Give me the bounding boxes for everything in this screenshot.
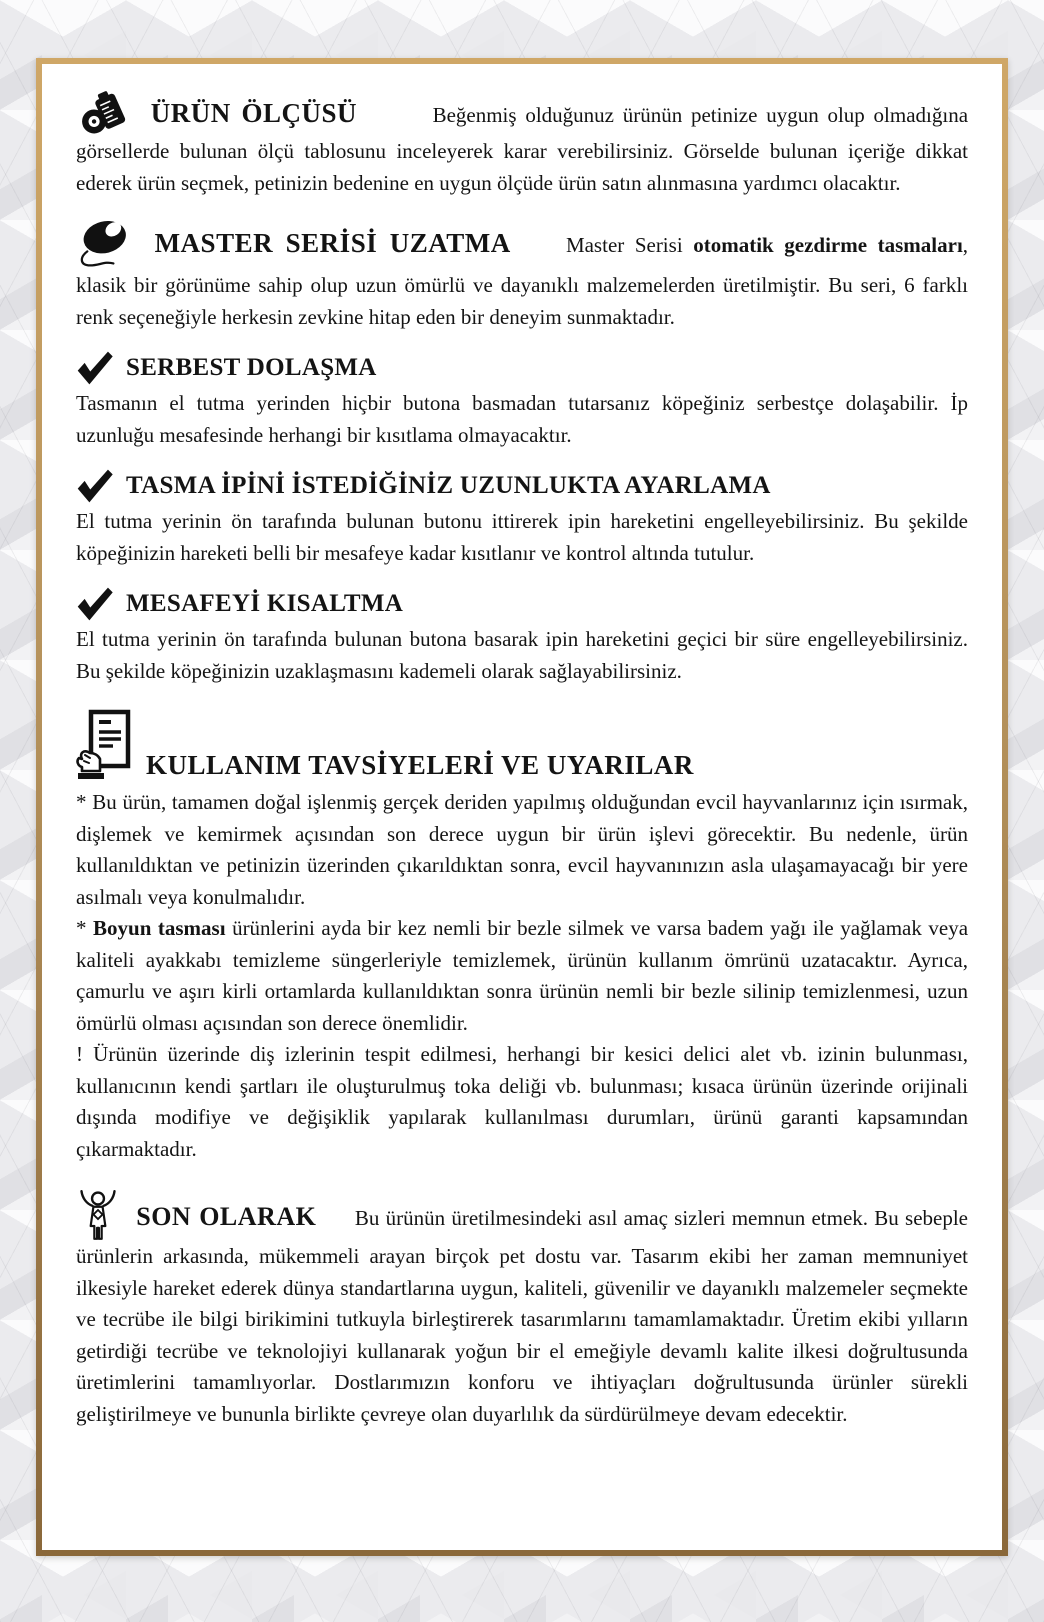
- section-text-run-bold: otomatik gezdirme tasmaları: [693, 233, 963, 257]
- check-icon: [76, 586, 114, 622]
- measuring-tape-icon: [76, 88, 132, 136]
- title-spacer: [521, 251, 555, 252]
- paragraph-run: *: [76, 916, 94, 940]
- usage-paragraph-1: [76, 787, 968, 913]
- check-icon: [76, 468, 114, 504]
- section-title: ÜRÜN ÖLÇÜSÜ: [150, 98, 358, 128]
- title-spacer: [366, 121, 424, 122]
- section-title: SERBEST DOLAŞMA: [126, 354, 377, 381]
- section-title: MESAFEYİ KISALTMA: [126, 590, 404, 617]
- section-urun-olcusu: [76, 88, 968, 199]
- section-title: SON OLARAK: [136, 1202, 317, 1231]
- section-text: Beğenmiş olduğunuz ürünün petinize uygun olup olmadığına görsellerde bulunan ölçü tablosunu inceleyerek karar verebilirsiniz. Görselde bulunan içeriğe dikkat ederek ürün seçmek, petinizin bedenine en uygun ölçüde ürün satın alınmasına yardımcı olacaktır.: [76, 103, 969, 195]
- section-title: KULLANIM TAVSİYELERİ VE UYARILAR: [146, 750, 694, 780]
- section-heading-row: [76, 468, 968, 504]
- section-text: Tasmanın el tutma yerinden hiçbir butona basmadan tutarsanız köpeğiniz serbestçe dolaşabilir. İp uzunluğu mesafesinde herhangi bir kısıtlama olmayacaktır.: [76, 391, 968, 447]
- section-title: MASTER SERİSİ UZATMA: [154, 228, 511, 258]
- section-master-serisi: [76, 216, 968, 333]
- paragraph-run-bold: Boyun tasması: [93, 916, 226, 940]
- cheering-person-icon: [76, 1189, 120, 1241]
- section-serbest-dolasma: [76, 350, 968, 451]
- section-text-run: , klasik bir görünüme sahip olup uzun ömürlü ve dayanıklı malzemelerden üretilmiştir. Bu seri, 6 farklı renk seçeneğiyle herkesin zevkine hitap eden bir deneyim sunmaktadır.: [76, 233, 969, 329]
- document-content: [42, 64, 1002, 1550]
- section-heading-row: [76, 586, 968, 622]
- usage-paragraph-3: [76, 1039, 968, 1165]
- retractable-leash-icon: [76, 216, 134, 270]
- section-son-olarak: [76, 1189, 968, 1430]
- usage-paragraph-2: [76, 913, 968, 1039]
- section-paragraph: [76, 1189, 968, 1430]
- section-mesafeyi-kisaltma: [76, 586, 968, 687]
- document-in-hand-icon: [76, 709, 132, 781]
- section-text: El tutma yerinin ön tarafında bulunan butona basarak ipin hareketini geçici bir süre engelleyebilirsiniz. Bu şekilde köpeğinizin uzaklaşmasını kademeli olarak sağlayabilirsiniz.: [76, 627, 968, 683]
- gold-frame: [36, 58, 1008, 1556]
- paragraph-run: ürünlerini ayda bir kez nemli bir bezle silmek ve varsa badem yağı ile yağlamak veya kaliteli ayakkabı temizleme süngerleriyle temizlemek, ürünün kullanım ömrünü uzatacaktır. Ayrıca, çamurlu ve aşırı kirli ortamlarda kullanıldıktan sonra ürünün nemli bir bezle silinip temizlenmesi, uzun ömürlü olması açısından son derece önemlidir.: [76, 916, 969, 1035]
- section-text: Bu ürünün üretilmesindeki asıl amaç sizleri memnun etmek. Bu sebeple ürünlerin arkasında, mükemmeli arayan birçok pet dostu var. Tasarım ekibi her zaman memnuniyet ilkesiyle hareket ederek dünya standartlarına uygun, kaliteli, güvenilir ve dayanıklı malzemeler seçmekte ve tecrübe ile bilgi birikimini tutkuyla birleştirerek tasarımlarını tamamlamaktadır. Üretim ekibi yılların getirdiği tecrübe ve teknolojiyi kullanarak yoğun bir el emeğiyle devamlı kalite ilkesi doğrultusunda üretimlerini tamamlıyorlar. Dostlarımızın konforu ve ihtiyaçları doğrultusunda ürünler sürekli geliştirilmeye ve bununla birlikte çevreye olan duyarlılık da sürdürülmeye devam edecektir.: [76, 1206, 968, 1426]
- section-title: TASMA İPİNİ İSTEDİĞİNİZ UZUNLUKTA AYARLAMA: [126, 472, 771, 499]
- section-kullanim-tavsiyeleri: [76, 709, 968, 1165]
- check-icon: [76, 350, 114, 386]
- section-paragraph: [76, 88, 968, 199]
- section-heading-row: [76, 709, 968, 781]
- section-heading-row: [76, 350, 968, 386]
- section-paragraph: [76, 216, 968, 333]
- paragraph-run: ! Ürünün üzerinde diş izlerinin tespit edilmesi, herhangi bir kesici delici alet vb. izinin bulunması, kullanıcının kendi şartları ile oluşturulmuş toka deliği vb. bulunması; kısaca ürünün üzerinde orijinali dışında modifiye ve değişiklik yapılarak kullanılması durumları, ürünü garanti kapsamından çıkarmaktadır.: [76, 1042, 968, 1161]
- section-text-run: Master Serisi: [565, 233, 694, 257]
- section-text: El tutma yerinin ön tarafında bulunan butonu ittirerek ipin hareketini engelleyebilirsiniz. Bu şekilde köpeğinizin hareketi belli bir mesafeye kadar kısıtlanır ve kontrol altında tutulur.: [76, 509, 968, 565]
- section-tasma-ipini-ayarlama: [76, 468, 968, 569]
- title-spacer: [323, 1224, 349, 1225]
- paragraph-run: * Bu ürün, tamamen doğal işlenmiş gerçek deriden yapılmış olduğundan evcil hayvanlarınız için ısırmak, dişlemek ve kemirmek açısından son derece uygun bir ürün işlevi görecektir. Bu nedenle, ürün kullanıldıktan ve petinizin üzerinden çıkarıldıktan sonra, evcil hayvanınızın asla ulaşamayacağı bir yere asılmalı veya konulmalıdır.: [76, 790, 968, 909]
